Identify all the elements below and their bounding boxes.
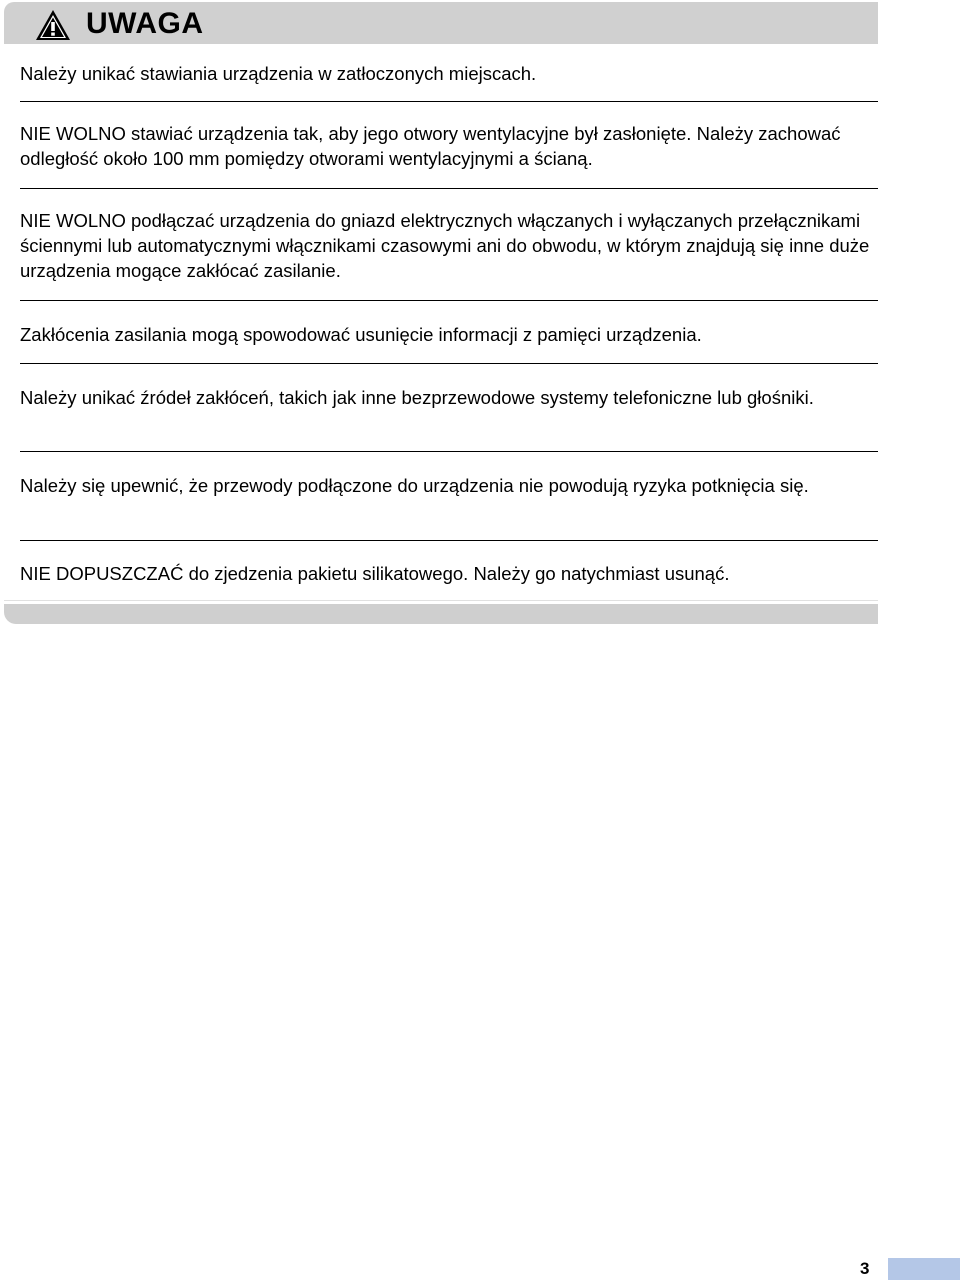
page-tab <box>888 1258 960 1280</box>
warning-header <box>4 2 878 44</box>
separator <box>20 363 878 364</box>
separator <box>20 188 878 189</box>
separator <box>20 540 878 541</box>
warning-item-5: Należy unikać źródeł zakłóceń, takich jak inne bezprzewodowe systemy telefoniczne lub głośniki. <box>20 387 814 408</box>
warning-item-1: Należy unikać stawiania urządzenia w zatłoczonych miejscach. <box>20 63 537 84</box>
footer-divider <box>4 600 878 601</box>
header-title: UWAGA <box>86 7 204 40</box>
page-number: 3 <box>860 1259 870 1278</box>
warning-item-7: NIE DOPUSZCZAĆ do zjedzenia pakietu silikatowego. Należy go natychmiast usunąć. <box>20 563 730 584</box>
warning-item-6: Należy się upewnić, że przewody podłączone do urządzenia nie powodują ryzyka potknięcia się. <box>20 475 809 496</box>
warning-item-3: NIE WOLNO podłączać urządzenia do gniazd elektrycznych włączanych i wyłączanych przełącznikami ściennymi lub automatycznymi włącznikami czasowymi ani do obwodu, w którym znajdują się inne duże urządzenia mogące zakłócać zasilanie. <box>20 210 870 281</box>
warning-triangle-icon <box>35 9 71 41</box>
separator <box>20 451 878 452</box>
warning-item-4: Zakłócenia zasilania mogą spowodować usunięcie informacji z pamięci urządzenia. <box>20 324 702 345</box>
warning-item-2: NIE WOLNO stawiać urządzenia tak, aby jego otwory wentylacyjne był zasłonięte. Należy zachować odległość około 100 mm pomiędzy otworami wentylacyjnymi a ścianą. <box>20 123 841 169</box>
separator <box>20 101 878 102</box>
footer-bar <box>4 604 878 624</box>
separator <box>20 300 878 301</box>
